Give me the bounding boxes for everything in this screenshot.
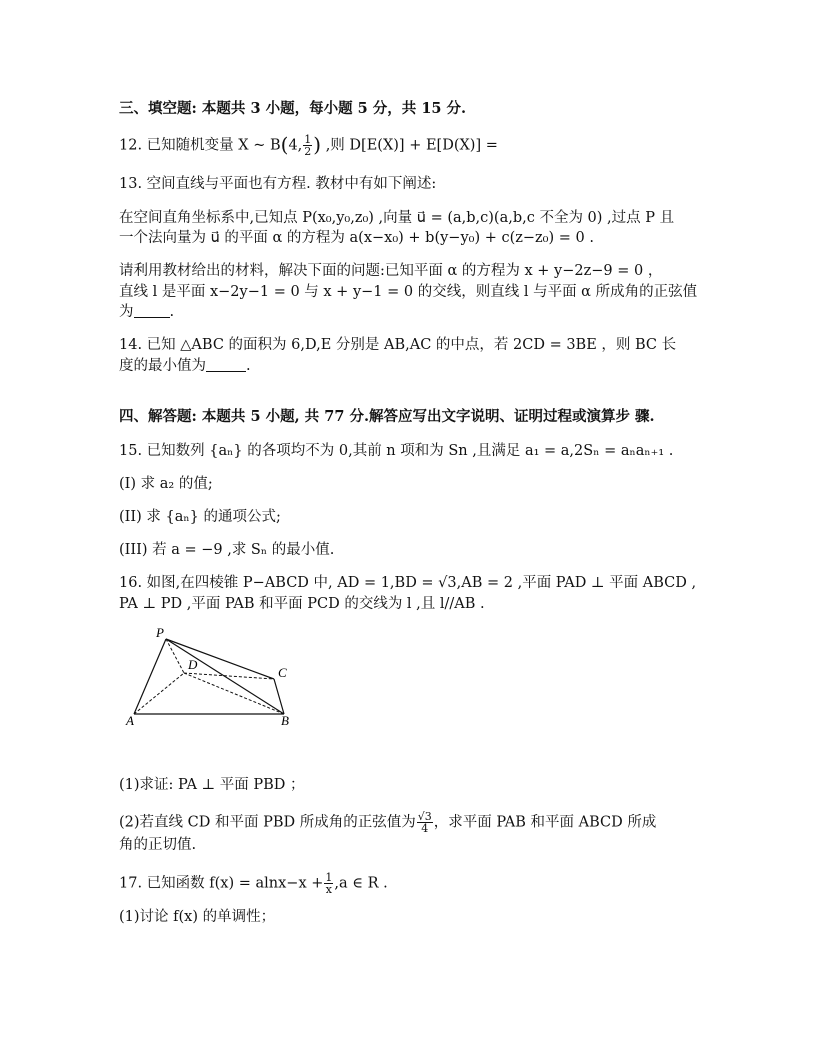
label-d: D — [188, 657, 198, 672]
q15-part-3: (III) 若 a = −9 ,求 Sₙ 的最小值. — [119, 542, 335, 558]
q17-frac-denominator: x — [325, 883, 332, 896]
q12-n: 4, — [288, 137, 303, 154]
q16-sine-fraction — [417, 811, 433, 834]
q16-part-2-text-a: (2)若直线 CD 和平面 PBD 所成角的正弦值为 — [119, 814, 416, 831]
q14-line-2: 度的最小值为 . — [119, 358, 251, 374]
q13-line-1: 13. 空间直线与平面也有方程. 教材中有如下阐述: — [119, 176, 437, 192]
label-b: B — [281, 713, 289, 728]
question-17 — [119, 872, 388, 895]
q14-line-2-text: 度的最小值为 — [119, 358, 206, 374]
q12-paren-open: ( — [280, 132, 289, 157]
q13-line-3: 一个法向量为 u⃗ 的平面 α 的方程为 a(x−x₀) + b(y−y₀) + c(z−z₀) = 0 . — [119, 230, 594, 246]
q12-p-denominator: 2 — [304, 145, 312, 158]
q16-sine-numerator: √3 — [417, 810, 432, 823]
q13-line-2: 在空间直角坐标系中,已知点 P(x₀,y₀,z₀) ,向量 u⃗ = (a,b,c)(a,b,c 不全为 0) ,过点 P 且 — [119, 210, 675, 226]
q16-part-2-text-b: ，求平面 PAB 和平面 ABCD 所成 — [433, 814, 657, 831]
q17-frac-numerator: 1 — [325, 871, 333, 884]
q12-paren-close: ) — [313, 132, 322, 157]
label-c: C — [278, 665, 287, 680]
edge-pa — [134, 639, 166, 714]
q14-line-1: 14. 已知 △ABC 的面积为 6,D,E 分别是 AB,AC 的中点，若 2CD = 3BE ，则 BC 长 — [119, 337, 677, 353]
q14-answer-blank — [206, 357, 246, 372]
section-4-heading: 四、解答题: 本题共 5 小题, 共 77 分.解答应写出文字说明、证明过程或演算步 骤. — [119, 408, 655, 425]
q12-text-a: 12. 已知随机变量 X ~ B — [119, 137, 281, 154]
label-p: P — [156, 625, 164, 640]
q13-line-6: 为 . — [119, 304, 175, 320]
q13-answer-blank — [134, 303, 170, 318]
question-12 — [119, 134, 498, 157]
q16-line-1: 16. 如图,在四棱锥 P−ABCD 中, AD = 1,BD = √3,AB = 2 ,平面 PAD ⊥ 平面 ABCD , — [119, 575, 697, 591]
edge-ad — [134, 673, 184, 714]
section-3-heading: 三、填空题: 本题共 3 小题，每小题 5 分，共 15 分. — [119, 100, 467, 117]
q16-part-1: (1)求证: PA ⊥ 平面 PBD ； — [119, 777, 305, 793]
q13-line-4: 请利用教材给出的材料，解决下面的问题:已知平面 α 的方程为 x + y−2z−9 = 0 ， — [119, 263, 663, 279]
q17-fraction — [324, 872, 333, 895]
q12-text-b: ,则 D[E(X)] + E[D(X)] = — [321, 137, 498, 154]
q17-text-b: ,a ∈ R . — [334, 875, 388, 892]
q16-line-2: PA ⊥ PD ,平面 PAB 和平面 PCD 的交线为 l ,且 l//AB . — [119, 596, 485, 612]
q13-line-5: 直线 l 是平面 x−2y−1 = 0 与 x + y−1 = 0 的交线，则直线 l 与平面 α 所成角的正弦值 — [119, 284, 698, 300]
q16-sine-denominator: 4 — [421, 822, 429, 835]
q17-part-1: (1)讨论 f(x) 的单调性； — [119, 909, 276, 925]
q16-part-2-line-2: 角的正切值. — [119, 837, 197, 853]
q17-text-a: 17. 已知函数 f(x) = alnx−x + — [119, 875, 324, 892]
q15-part-2: (II) 求 {aₙ} 的通项公式; — [119, 509, 281, 525]
q12-p-numerator: 1 — [304, 133, 312, 146]
q13-line-6-text: 为 — [119, 304, 134, 320]
pyramid-figure — [120, 625, 305, 730]
q16-part-2-line-1 — [119, 811, 656, 834]
label-a: A — [126, 713, 134, 728]
q15-part-1: (I) 求 a₂ 的值; — [119, 476, 213, 492]
q15-line-1: 15. 已知数列 {aₙ} 的各项均不为 0,其前 n 项和为 Sn ,且满足 a₁ = a,2Sₙ = aₙaₙ₊₁ . — [119, 443, 674, 459]
q12-probability-fraction — [303, 134, 312, 157]
